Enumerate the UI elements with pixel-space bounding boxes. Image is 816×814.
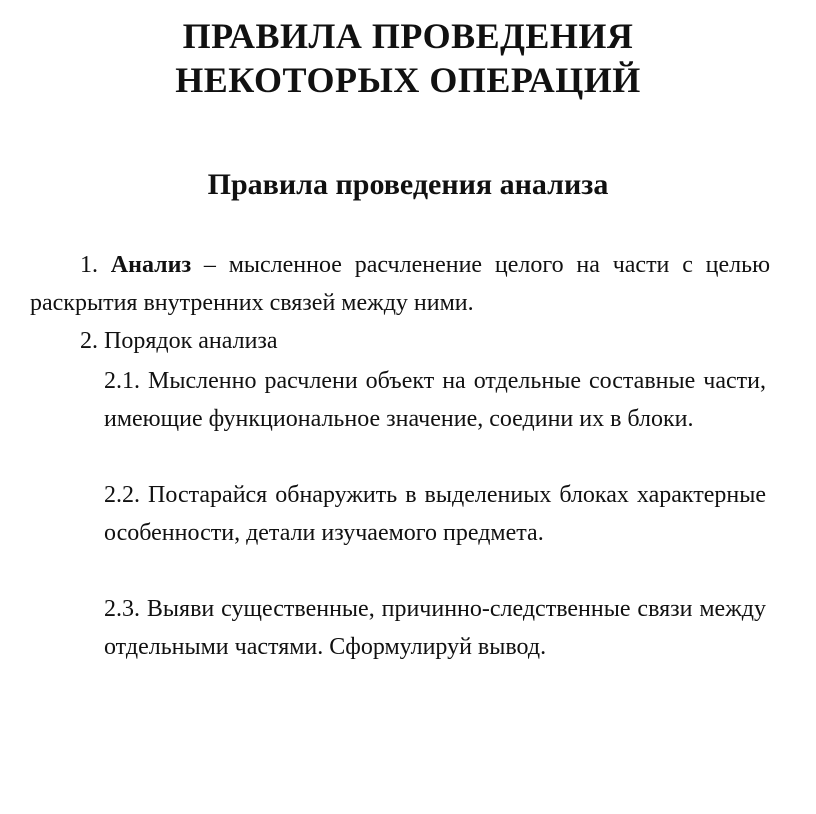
analysis-term: Анализ <box>110 252 192 278</box>
page-title-line-1: ПРАВИЛА ПРОВЕДЕНИЯ <box>182 16 634 56</box>
page-title <box>0 14 816 102</box>
section-title: Правила проведения анализа <box>207 168 609 201</box>
paragraph-analysis-order: 2. Порядок анализа <box>80 328 278 354</box>
subitem-2-1: 2.1. Мысленно расчлени объект на отдельные составные части, имеющие функциональное значение, соедини их в блоки. <box>104 368 766 432</box>
subitem-2-2: 2.2. Постарайся обнаружить в выделениых блоках характерные особенности, детали изучаемого предмета. <box>104 482 766 546</box>
item-number-1: 1. <box>80 252 98 278</box>
subitem-2-3: 2.3. Выяви существенные, причинно-следственные связи между отдельными частями. Сформулируй вывод. <box>104 596 766 660</box>
paragraph-analysis-definition <box>30 246 770 322</box>
analysis-definition: – мысленное расчленение целого на части с целью раскрытия внутренних связей между ними. <box>30 252 770 316</box>
page-title-line-2: НЕКОТОРЫХ ОПЕРАЦИЙ <box>175 60 641 100</box>
